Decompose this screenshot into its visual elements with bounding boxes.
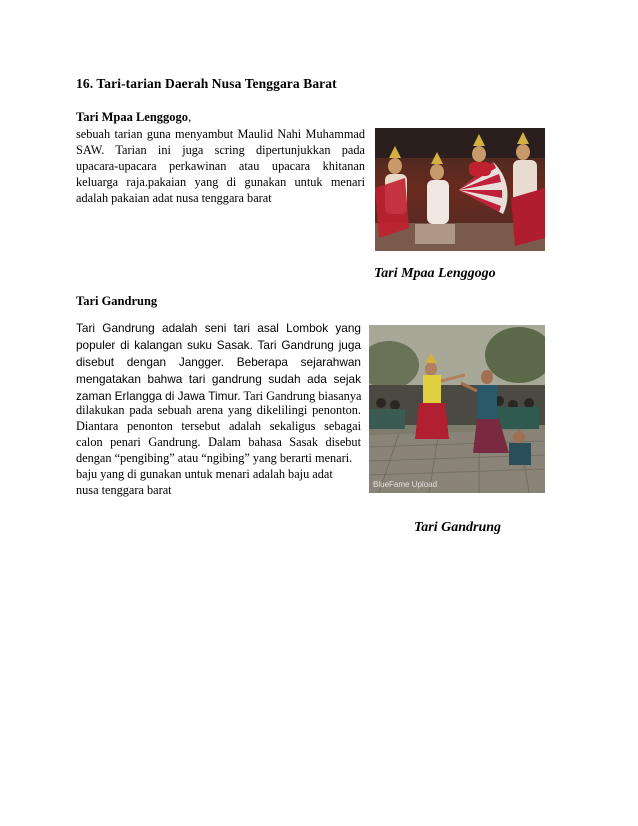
mpaa-lenggogo-description — [76, 126, 365, 206]
caption-gandrung: Tari Gandrung — [414, 520, 502, 535]
text-segment: Tari Gandrung biasanya — [243, 389, 362, 403]
text-line: mengatakan bahwa tari gandrung sudah ada sejak — [76, 372, 361, 386]
text-line: disebut dengan Jangger. Beberapa sejarahwan — [76, 355, 361, 369]
text-line: adalah pakaian adat nusa tenggara barat — [76, 191, 272, 205]
text-line: populer di kalangan suku Sasak. Tari Gandrung juga — [76, 338, 361, 352]
text-line: baju yang di gunakan untuk menari adalah baju adat — [76, 467, 333, 481]
section-title-gandrung: Tari Gandrung — [76, 294, 158, 308]
section-title-text: Tari Mpaa Lenggogo — [76, 110, 189, 124]
text-line: dilakukan pada sebuah arena yang dikelilingi penonton. — [76, 403, 361, 417]
text-line: upacara-upacara perkawinan atau upacara khitanan — [76, 159, 365, 173]
text-line: Diantara penonton tersebut adalah sekaligus sebagai — [76, 419, 361, 433]
page-heading: 16. Tari-tarian Daerah Nusa Tenggara Barat — [76, 76, 337, 91]
gandrung-description-cont — [76, 402, 361, 498]
mpaa-lenggogo-photo — [375, 128, 545, 251]
section-title-mpaa-lenggogo — [76, 110, 191, 125]
gandrung-description — [76, 320, 361, 404]
text-line: sebuah tarian guna menyambut Maulid Nahi Muhammad — [76, 127, 365, 141]
text-line: Tari Gandrung adalah seni tari asal Lombok yang — [76, 321, 361, 335]
text-line: dengan “pengibing” atau “ngibing” yang berarti menari. — [76, 451, 353, 465]
text-line: SAW. Tarian ini juga scring dipertunjukkan pada — [76, 143, 365, 157]
text-line: nusa tenggara barat — [76, 483, 172, 497]
title-comma: , — [188, 110, 192, 124]
gandrung-photo — [369, 325, 545, 493]
caption-mpaa-lenggogo: Tari Mpaa Lenggogo — [374, 266, 496, 281]
text-line: calon penari Gandrung. Dalam bahasa Sasak disebut — [76, 435, 361, 449]
text-line: keluarga raja.pakaian yang di gunakan untuk menari — [76, 175, 365, 189]
text-segment: zaman Erlangga di Jawa Timur. — [76, 389, 241, 403]
photo-watermark: BlueFame Upload — [373, 480, 438, 489]
